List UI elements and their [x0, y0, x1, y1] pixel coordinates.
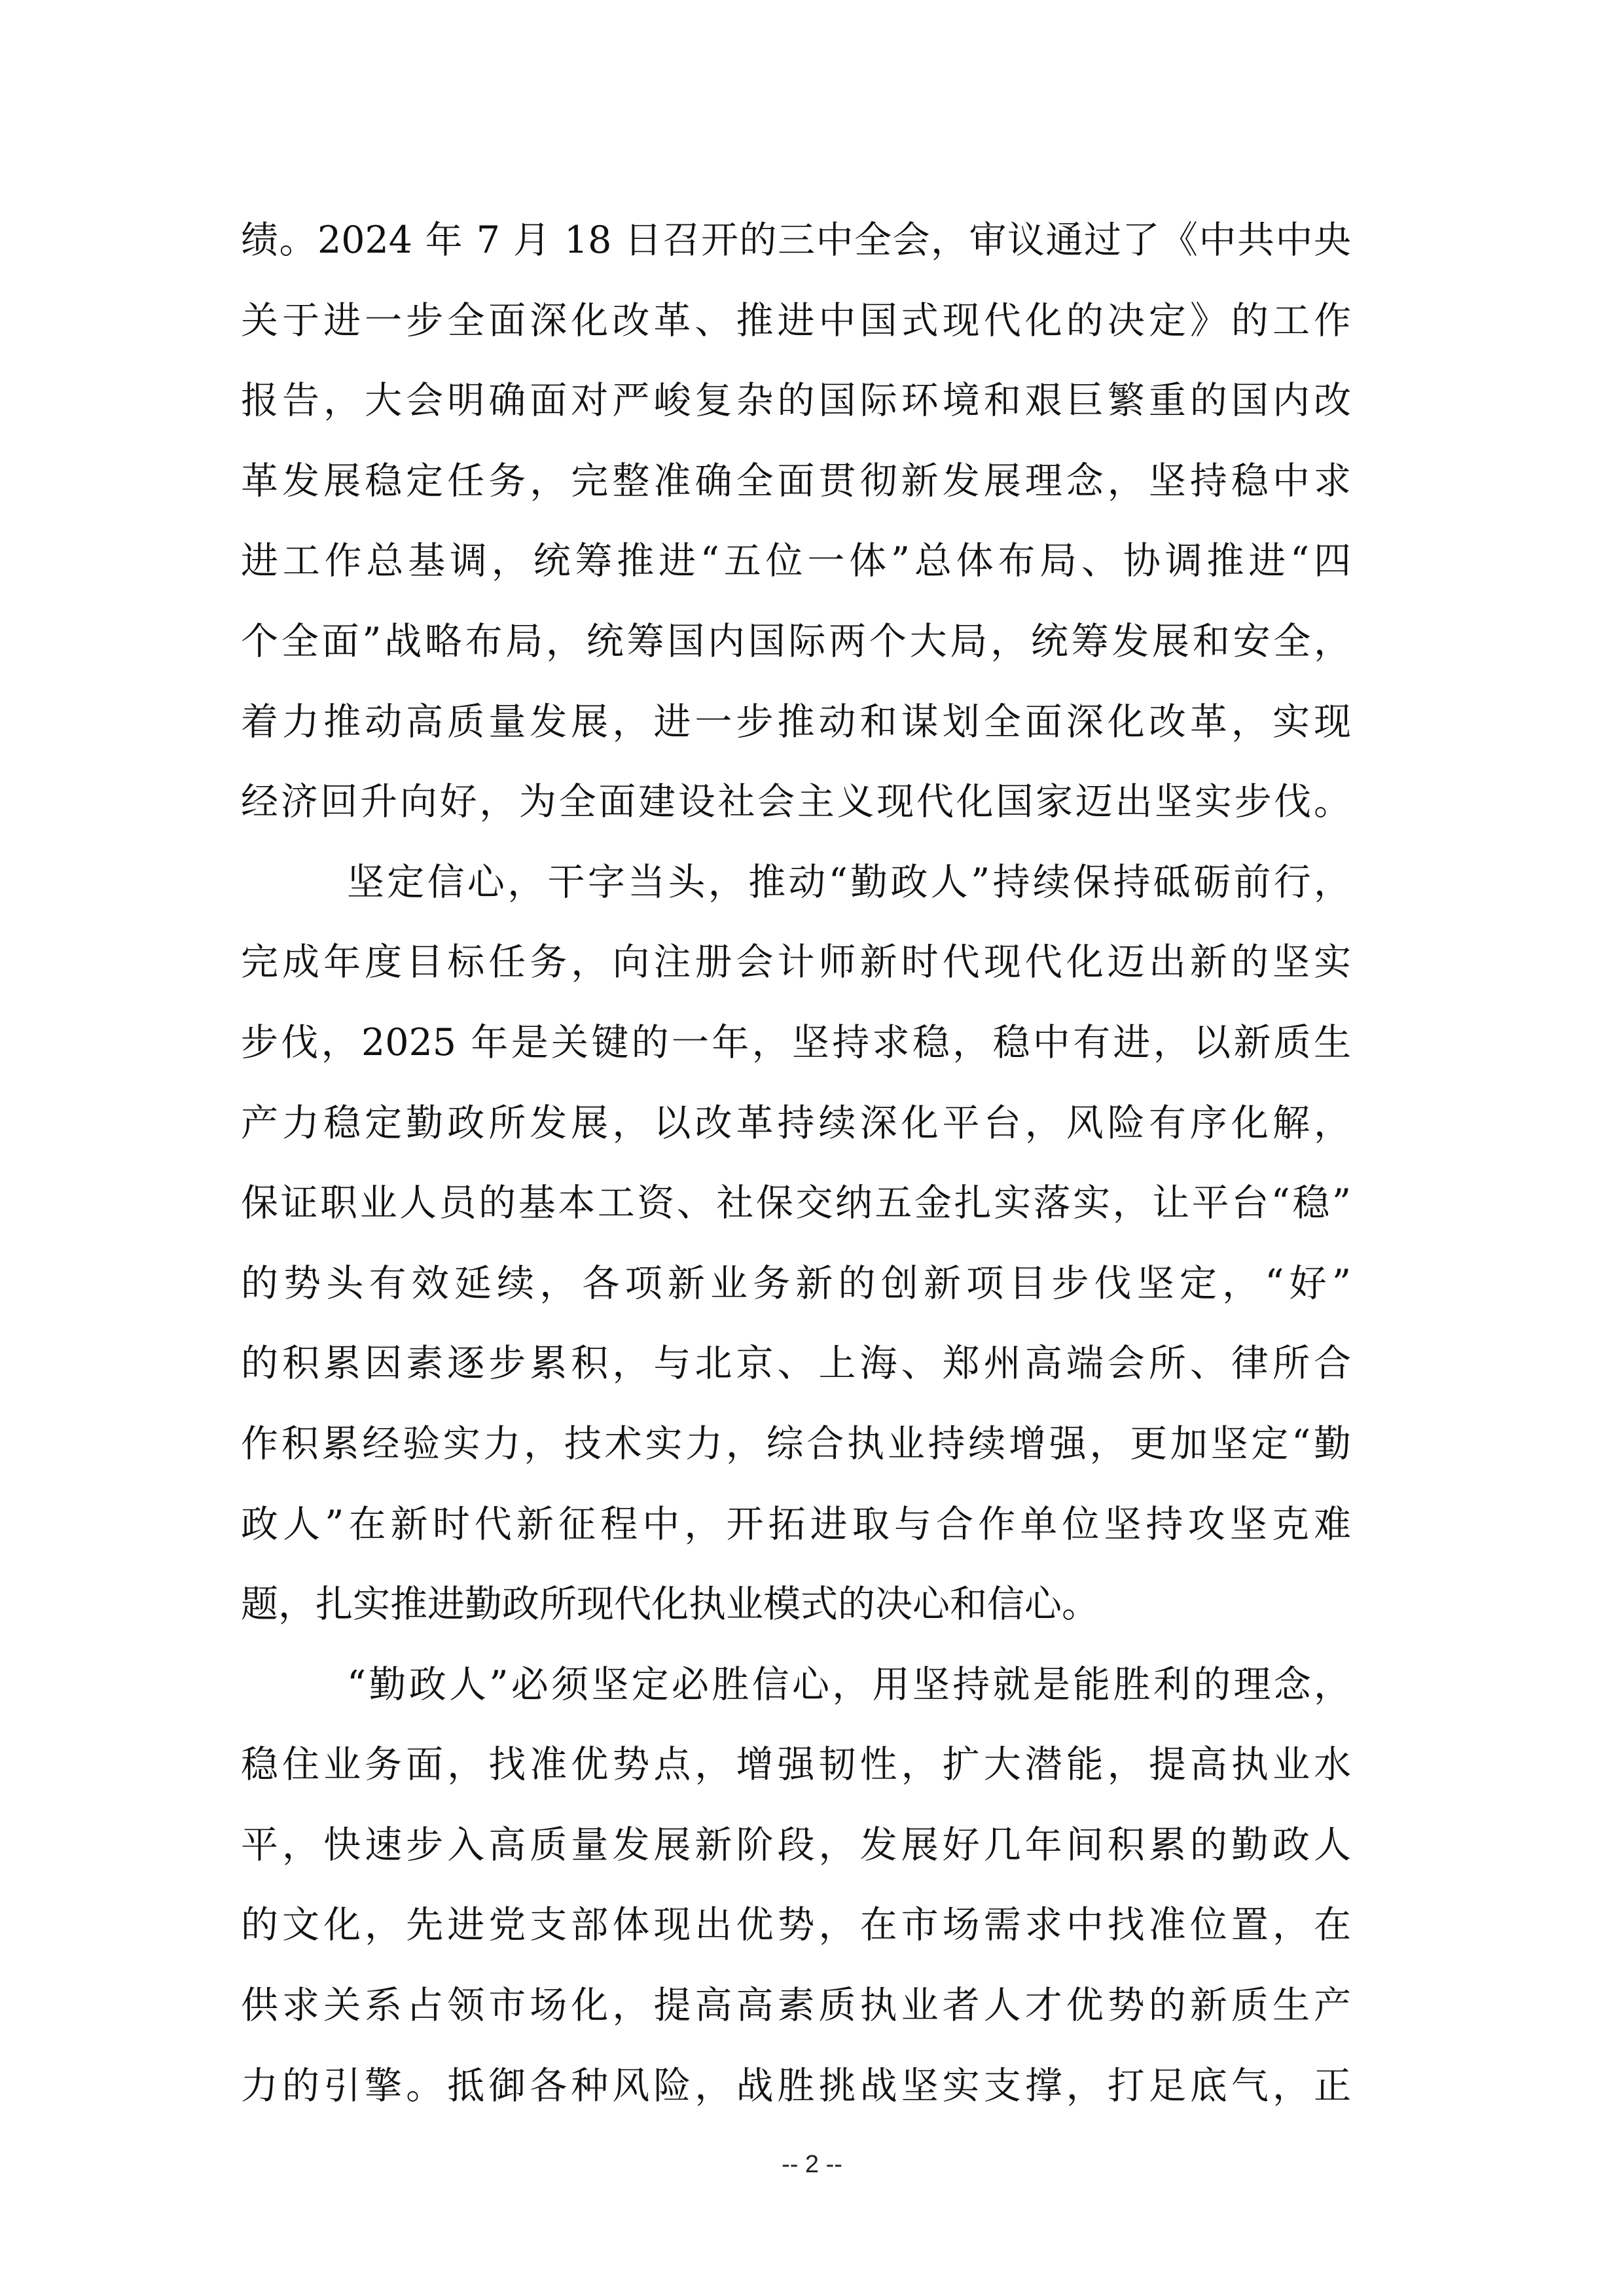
body-line: 平，快速步入高质量发展新阶段，发展好几年间积累的勤政人 — [241, 1823, 1351, 1867]
body-line: 保证职业人员的基本工资、社保交纳五金扎实落实，让平台“稳” — [241, 1181, 1351, 1225]
body-text — [241, 200, 1351, 2126]
body-line: 着力推动高质量发展，进一步推动和谋划全面深化改革，实现 — [241, 700, 1351, 744]
body-line: 进工作总基调，统筹推进“五位一体”总体布局、协调推进“四 — [241, 539, 1351, 583]
body-line: 关于进一步全面深化改革、推进中国式现代化的决定》的工作 — [241, 298, 1351, 342]
body-line: 坚定信心，干字当头，推动“勤政人”持续保持砥砺前行， — [347, 860, 1351, 904]
body-line: 的势头有效延续，各项新业务新的创新项目步伐坚定，“好” — [241, 1261, 1351, 1305]
body-line: 题，扎实推进勤政所现代化执业模式的决心和信心。 — [241, 1583, 1099, 1626]
paragraph-2 — [241, 842, 1351, 1645]
body-line: 力的引擎。抵御各种风险，战胜挑战坚实支撑，打足底气，正 — [241, 2064, 1351, 2108]
paragraph-3 — [241, 1645, 1351, 2126]
body-line: 报告，大会明确面对严峻复杂的国际环境和艰巨繁重的国内改 — [241, 379, 1351, 423]
body-line: 作积累经验实力，技术实力，综合执业持续增强，更加坚定“勤 — [241, 1422, 1351, 1465]
body-line: 的积累因素逐步累积，与北京、上海、郑州高端会所、律所合 — [241, 1342, 1351, 1386]
body-line: 步伐，2025 年是关键的一年，坚持求稳，稳中有进，以新质生 — [241, 1020, 1351, 1064]
page-number: -- 2 -- — [782, 2151, 842, 2178]
body-line: 供求关系占领市场化，提高高素质执业者人才优势的新质生产 — [241, 1984, 1351, 2028]
body-line: 稳住业务面，找准优势点，增强韧性，扩大潜能，提高执业水 — [241, 1743, 1351, 1787]
body-line: 的文化，先进党支部体现出优势，在市场需求中找准位置，在 — [241, 1903, 1351, 1947]
body-line: “勤政人”必须坚定必胜信心，用坚持就是能胜利的理念， — [347, 1662, 1351, 1706]
body-line: 个全面”战略布局，统筹国内国际两个大局，统筹发展和安全， — [241, 619, 1351, 663]
body-line: 政人”在新时代新征程中，开拓进取与合作单位坚持攻坚克难 — [241, 1502, 1351, 1546]
body-line: 完成年度目标任务，向注册会计师新时代现代化迈出新的坚实 — [241, 941, 1351, 984]
body-line: 产力稳定勤政所发展，以改革持续深化平台，风险有序化解， — [241, 1101, 1351, 1145]
body-line: 绩。2024 年 7 月 18 日召开的三中全会，审议通过了《中共中央 — [241, 219, 1351, 262]
paragraph-1 — [241, 200, 1351, 842]
body-line: 经济回升向好，为全面建设社会主义现代化国家迈出坚实步伐。 — [241, 780, 1351, 824]
body-line: 革发展稳定任务，完整准确全面贯彻新发展理念，坚持稳中求 — [241, 459, 1351, 503]
